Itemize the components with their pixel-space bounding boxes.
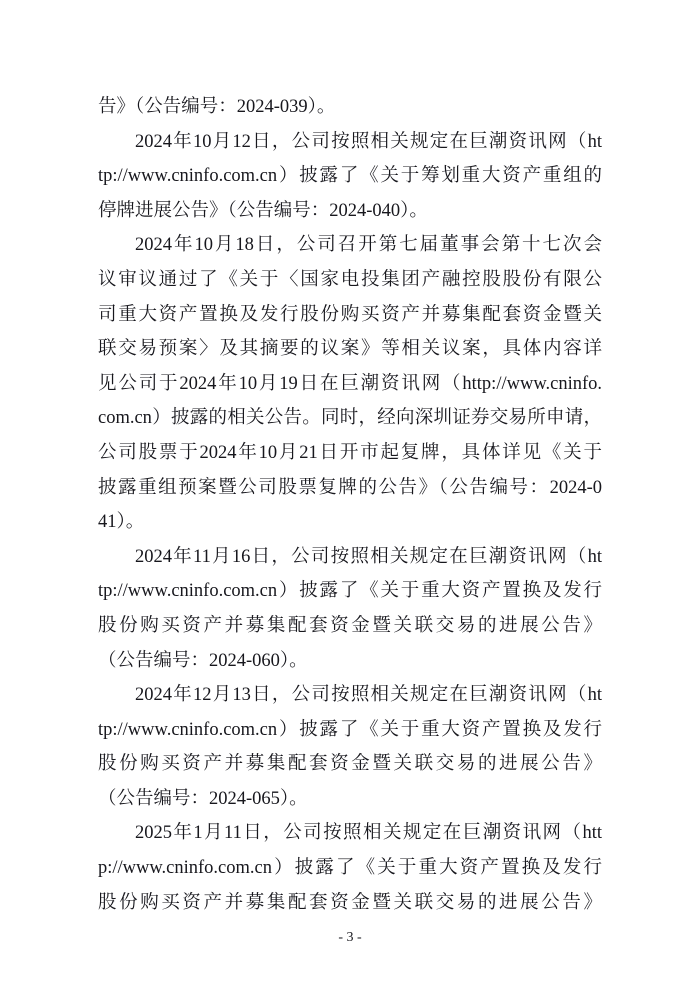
- text-line: 2024年10月12日，公司按照相关规定在巨潮资讯网（ht: [135, 131, 602, 152]
- text-line: tp://www.cninfo.com.cn）披露了《关于筹划重大资产重组的: [98, 166, 602, 187]
- document-text-block: [98, 90, 602, 920]
- text-line: 2025年1月11日，公司按照相关规定在巨潮资讯网（htt: [135, 823, 602, 844]
- text-line: 公司股票于2024年10月21日开市起复牌，具体详见《关于: [98, 442, 602, 463]
- text-line: tp://www.cninfo.com.cn）披露了《关于重大资产置换及发行: [98, 719, 602, 740]
- text-line: 披露重组预案暨公司股票复牌的公告》（公告编号：2024-0: [98, 477, 602, 498]
- text-line: tp://www.cninfo.com.cn）披露了《关于重大资产置换及发行: [98, 581, 602, 602]
- text-line: 司重大资产置换及发行股份购买资产并募集配套资金暨关: [98, 304, 602, 325]
- text-line: 告》（公告编号：2024-039）。: [98, 97, 336, 117]
- text-line: p://www.cninfo.com.cn）披露了《关于重大资产置换及发行: [98, 858, 602, 879]
- text-line: 联交易预案〉及其摘要的议案》等相关议案，具体内容详: [98, 339, 602, 360]
- text-line: 停牌进展公告》（公告编号：2024-040）。: [98, 200, 428, 221]
- text-line: 股份购买资产并募集配套资金暨关联交易的进展公告》: [98, 754, 602, 775]
- text-line: 股份购买资产并募集配套资金暨关联交易的进展公告》: [98, 615, 602, 636]
- text-line: 议审议通过了《关于〈国家电投集团产融控股股份有限公: [98, 269, 602, 290]
- text-line: 见公司于2024年10月19日在巨潮资讯网（http://www.cninfo.: [98, 373, 602, 394]
- text-line: （公告编号：2024-060）。: [98, 650, 308, 671]
- text-line: 41）。: [98, 512, 145, 533]
- page-number: - 3 -: [338, 930, 362, 945]
- text-line: 2024年12月13日，公司按照相关规定在巨潮资讯网（ht: [135, 685, 602, 706]
- text-line: com.cn）披露的相关公告。同时，经向深圳证券交易所申请，: [98, 408, 602, 429]
- text-line: 2024年10月18日，公司召开第七届董事会第十七次会: [135, 235, 602, 256]
- text-line: （公告编号：2024-065）。: [98, 788, 308, 809]
- text-line: 2024年11月16日，公司按照相关规定在巨潮资讯网（ht: [135, 546, 602, 567]
- text-line: 股份购买资产并募集配套资金暨关联交易的进展公告》: [98, 892, 602, 913]
